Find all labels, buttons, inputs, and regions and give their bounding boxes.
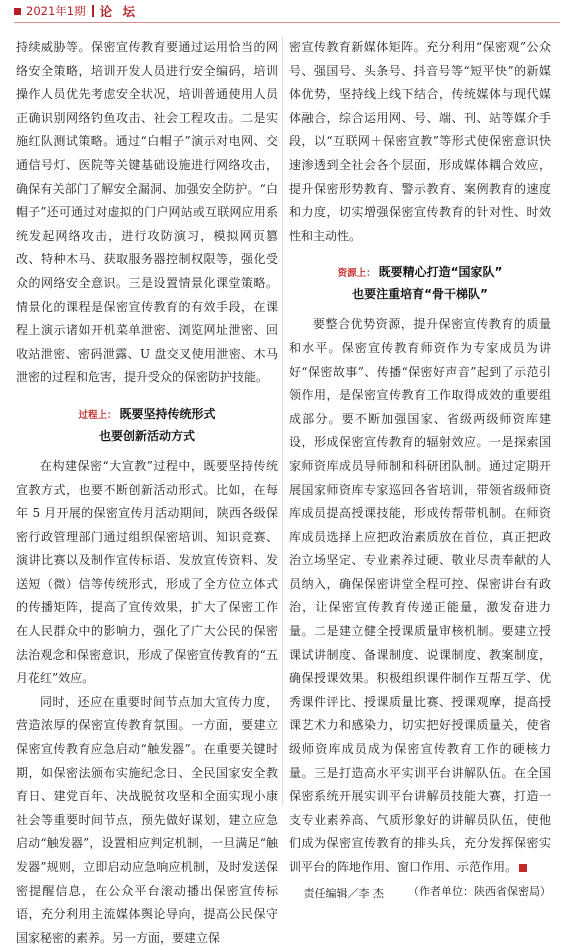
subheading-tag: 资源上： (337, 268, 376, 280)
subheading-process (16, 404, 278, 447)
column-divider (282, 36, 283, 806)
paragraph-trigger: 同时，还应在重要时间节点加大宣传力度，营造浓厚的保密宣传教育氛围。一方面，要建立保密宣传教育应急启动“触发器”。在重要关键时期，如保密法颁布实施纪念日、全民国家安全教育日、建党百年、决战脱贫攻坚和全面实现小康社会等重要时间节点，预先做好谋划，建立应急启动“触发器”，设置相应判定机制，一旦满足“触发器”规则，立即启动应急响应机制，及时发送保密提醒信息，在公众平台滚动播出保密宣传标语，充分利用主流媒体舆论导向，提高公民保守国家秘密的素养。另一方面，要建立保 (16, 694, 278, 945)
header-rule (14, 22, 560, 23)
page-header (14, 2, 138, 20)
subheading-line-1: 既要精心打造“国家队” (378, 265, 503, 280)
right-column (289, 36, 551, 905)
paragraph-text: 要整合优势资源，提升保密宣传教育的质量和水平。保密宣传教育师资作为专家成员为讲好“保密故事”、传播“保密好声音”起到了示范引领作用，是保密宣传教育工作取得成效的重要组成部分。要不断加强国家、省级两级师资库建设，形成保密宣传教育的辐射效应。一是探索国家师资库成员导师制和科研团队制。通过定期开展国家师资库专家巡回各省培训，带领省级师资库成员提高授课技能，形成传帮带机制。在师资库成员选择上应把政治素质放在首位，真正把政治立场坚定、专业素养过硬、敬业尽责奉献的人员纳入，确保保密讲堂全程可控、保密讲台有政治，让保密宣传教育传递正能量，激发奋进力量。二是建立健全授课质量审核机制。要建立授课试讲制度、备课制度、说课制度、教案制度，确保授课效果。积极组织课件制作互帮互学、优秀课件评比、授课质量比赛、授课观摩，提高授课艺术力和感染力，切实把好授课质量关，使省级师资库成员成为保密宣传教育工作的硬核力量。三是打造高水平实训平台讲解队伍。在全国保密系统开展实训平台讲解员技能大赛，打造一支专业素养高、气质形象好的讲解员队伍，使他们成为保密宣传教育的排头兵，充分发挥保密实训平台的阵地作用、窗口作用、示范作用。 (289, 317, 551, 874)
subheading-line-1: 既要坚持传统形式 (119, 406, 216, 421)
section-title: 论 坛 (99, 4, 138, 19)
issue-label: 2021年1期 (26, 4, 86, 18)
paragraph-network-security: 持续威胁等。保密宣传教育要通过运用恰当的网络安全策略，培训开发人员进行安全编码，培训操作人员优先考虑安全状况，培训普通使用人员正确识别网络钓鱼攻击、社会工程攻击。二是实施红队测试策略。通过“白帽子”演示对电网、交通信号灯、医院等关键基础设施进行网络攻击，确保有关部门了解安全漏洞、加强安全防护。“白帽子”还可通过对虚拟的门户网站或互联网应用系统发起网络攻击，进行攻防演习，模拟网页篡改、特种木马、获取服务器控制权限等，强化受众的网络安全意识。三是设置情景化课堂策略。情景化的课程是保密宣传教育的有效手段，在课程上演示诸如开机菜单泄密、浏览网址泄密、回收站泄密、密码泄露、U 盘交叉使用泄密、木马泄密的过程和危害，提升受众的保密防护技能。 (16, 40, 278, 385)
paragraph-traditional-forms: 在构建保密“大宣教”过程中，既要坚持传统宣教方式，也要不断创新活动形式。比如，在每年 5 月开展的保密宣传月活动期间，陕西各级保密行政管理部门通过组织保密培训、知识竞赛、演讲比赛以及制作宣传标语、发放宣传资料、发送短（微）信等传统形式，形成了全方位立体式的传播矩阵，提高了宣传效果，扩大了保密工作在人民群众中的影响力，强化了广大公民的保密法治观念和保密意识，形成了保密宣传教育的“五月花红”效应。 (16, 458, 278, 686)
subheading-tag: 过程上： (78, 409, 117, 421)
subheading-line-2: 也要注重培育“骨干梯队” (352, 287, 488, 302)
author-affiliation: （作者单位：陕西省保密局） (408, 884, 551, 898)
header-divider (92, 5, 94, 17)
end-mark-icon (519, 864, 527, 872)
subheading-resources (289, 262, 551, 305)
subheading-line-2: 也要创新活动方式 (98, 428, 195, 443)
header-square-icon (14, 8, 21, 15)
responsible-editor: 责任编辑／李 杰 (303, 886, 384, 900)
left-column (16, 36, 278, 950)
paragraph-new-media: 密宣传教育新媒体矩阵。充分利用“保密观”公众号、强国号、头条号、抖音号等“短平快”的新媒体优势，坚持线上线下结合，传统媒体与现代媒体融合，综合运用网、号、端、刊、站等媒介手段，以“互联网＋保密宣教”等形式使保密意识快速渗透到全社会各个层面，形成媒体耦合效应，提升保密形势教育、警示教育、案例教育的速度和力度，切实增强保密宣传教育的针对性、时效性和主动性。 (289, 40, 551, 243)
